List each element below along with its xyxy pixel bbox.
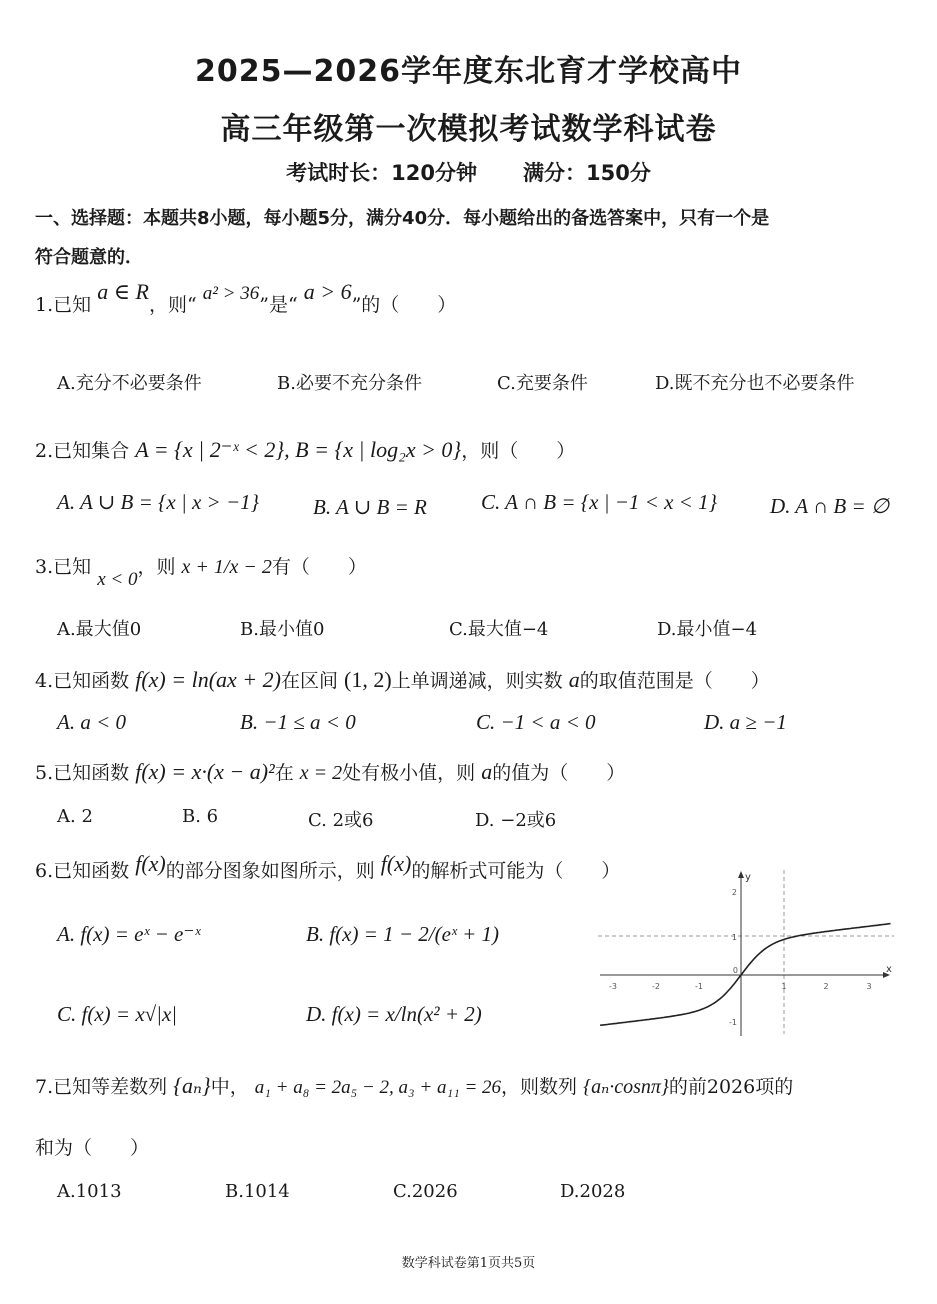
- question-text: 已知: [53, 294, 92, 316]
- question-number: 2.: [35, 440, 54, 462]
- question-text: 有（ ）: [271, 556, 367, 578]
- question-5: [35, 758, 625, 785]
- question-text: 的取值范围是（ ）: [579, 670, 770, 692]
- math-expression: {aₙ·cosnπ}: [583, 1076, 669, 1098]
- math-expression: x + 1/x − 2: [181, 556, 272, 578]
- option-d: D.2028: [560, 1181, 626, 1202]
- question-4: [35, 666, 770, 693]
- exam-duration: 考试时长：120分钟: [286, 161, 477, 185]
- question-text: 已知函数: [53, 670, 130, 692]
- question-text: 的部分图象如图所示，则: [165, 860, 375, 882]
- option-a: A. f(x) = eˣ − e⁻ˣ: [57, 922, 201, 946]
- question-6: [35, 851, 621, 883]
- question-text: 已知函数: [53, 762, 130, 784]
- option-d: D. a ≥ −1: [704, 710, 787, 734]
- page-footer: 数学科试卷第1页共5页: [401, 1256, 536, 1271]
- math-expression: a > 6: [303, 279, 352, 304]
- option-d: D. −2或6: [475, 810, 557, 831]
- option-a: A.1013: [57, 1181, 122, 1202]
- x-tick-label: 1: [781, 982, 787, 991]
- exam-title-line1: 2025—2026学年度东北育才学校高中: [195, 54, 742, 89]
- math-expression: f(x) = ln(ax + 2): [135, 667, 281, 692]
- option-c: C. A ∩ B = {x | −1 < x < 1}: [481, 490, 717, 514]
- question-text: 已知函数: [53, 860, 130, 882]
- y-axis-label: y: [745, 872, 751, 883]
- math-expression: a₁ + a₈ = 2a₅ − 2, a₃ + a₁₁ = 26: [254, 1077, 502, 1098]
- section-instructions-line2: 符合题意的．: [35, 247, 143, 268]
- section-instructions-line1: 一、选择题：本题共8小题，每小题5分，满分40分．每小题给出的备选答案中，只有一个是: [35, 208, 770, 229]
- math-expression: x < 0: [97, 569, 138, 590]
- x-tick-label: -2: [652, 982, 660, 991]
- question-text: ，则: [137, 556, 176, 578]
- question-text: ，则“: [148, 294, 197, 316]
- option-a: A.最大值0: [57, 619, 142, 640]
- question-text: 中，: [210, 1076, 249, 1098]
- question-number: 3.: [35, 556, 54, 578]
- question-text: ”是“: [259, 294, 298, 316]
- option-d: D.最小值−4: [657, 619, 758, 640]
- function-graph: [598, 868, 900, 1038]
- option-d: D.既不充分也不必要条件: [655, 373, 855, 394]
- option-b: B. −1 ≤ a < 0: [240, 710, 356, 734]
- question-text: 已知集合: [53, 440, 130, 462]
- question-text: ，则（ ）: [461, 440, 576, 462]
- x-tick-label: 2: [823, 982, 829, 991]
- question-number: 1.: [35, 294, 54, 316]
- option-a: A. 2: [57, 806, 93, 827]
- math-expression: f(x): [380, 851, 412, 876]
- option-c: C.2026: [393, 1181, 458, 1202]
- question-number: 5.: [35, 762, 54, 784]
- option-c: C. −1 < a < 0: [476, 710, 596, 734]
- question-text: 的解析式可能为（ ）: [411, 860, 621, 882]
- question-text: 上单调递减，则实数: [391, 670, 563, 692]
- math-expression: f(x): [135, 851, 166, 876]
- option-b: B. f(x) = 1 − 2/(eˣ + 1): [306, 922, 500, 946]
- x-axis-label: x: [886, 964, 892, 975]
- math-expression: a: [481, 759, 493, 784]
- exam-title-line2: 高三年级第一次模拟考试数学科试卷: [220, 112, 717, 147]
- question-text: 的前2026项的: [668, 1076, 794, 1098]
- math-expression: x = 2: [299, 762, 343, 784]
- exam-meta: [0, 157, 937, 187]
- y-axis-arrow: [738, 871, 744, 878]
- x-tick-label: 3: [866, 982, 872, 991]
- question-text: 在区间: [280, 670, 338, 692]
- option-c: C. 2或6: [308, 810, 374, 831]
- question-number: 7.: [35, 1076, 54, 1098]
- exam-full-score: 满分：150分: [523, 161, 651, 185]
- option-a: A. a < 0: [57, 710, 126, 734]
- question-number: 4.: [35, 670, 54, 692]
- y-tick-label: 0: [732, 966, 738, 975]
- question-text: ”的（ ）: [351, 294, 457, 316]
- option-a: A.充分不必要条件: [57, 373, 202, 394]
- option-c: C. f(x) = x√|x|: [57, 1002, 178, 1026]
- question-1: [35, 279, 457, 317]
- option-a: A. A ∪ B = {x | x > −1}: [57, 490, 260, 514]
- function-curve: [600, 924, 890, 1026]
- question-text: ，则数列: [501, 1076, 578, 1098]
- math-expression: {aₙ}: [173, 1073, 211, 1098]
- question-text: 处有极小值，则: [342, 762, 476, 784]
- option-b: B.必要不充分条件: [277, 373, 422, 394]
- math-expression: (1, 2): [344, 667, 392, 692]
- math-expression: A = {x | 2⁻ˣ < 2}, B = {x | log₂x > 0}: [135, 437, 462, 462]
- question-3: [35, 552, 367, 590]
- question-text: 已知等差数列: [53, 1076, 168, 1098]
- option-d: D. f(x) = x/ln(x² + 2): [306, 1002, 482, 1026]
- option-b: B.1014: [225, 1181, 290, 1202]
- option-b: B.最小值0: [240, 619, 325, 640]
- x-tick-label: -1: [695, 982, 703, 991]
- question-7: [35, 1072, 793, 1099]
- question-number: 6.: [35, 860, 54, 882]
- option-b: B. A ∪ B = R: [313, 495, 427, 519]
- y-tick-label: 2: [731, 888, 737, 897]
- math-expression: a ∈ R: [97, 279, 149, 304]
- y-tick-label: 1: [731, 933, 737, 942]
- question-7-line2: 和为（ ）: [35, 1137, 150, 1159]
- math-expression: a: [568, 667, 580, 692]
- question-text: 在: [274, 762, 294, 784]
- math-expression: a² > 36: [202, 283, 260, 304]
- option-c: C.最大值−4: [449, 619, 549, 640]
- question-text: 的值为（ ）: [492, 762, 626, 784]
- option-c: C.充要条件: [497, 373, 588, 394]
- x-tick-label: -3: [609, 982, 617, 991]
- question-text: 已知: [53, 556, 92, 578]
- option-b: B. 6: [182, 806, 219, 827]
- math-expression: f(x) = x·(x − a)²: [135, 759, 275, 784]
- question-2: [35, 436, 575, 463]
- option-d: D. A ∩ B = ∅: [770, 494, 890, 518]
- y-tick-label: -1: [729, 1018, 737, 1027]
